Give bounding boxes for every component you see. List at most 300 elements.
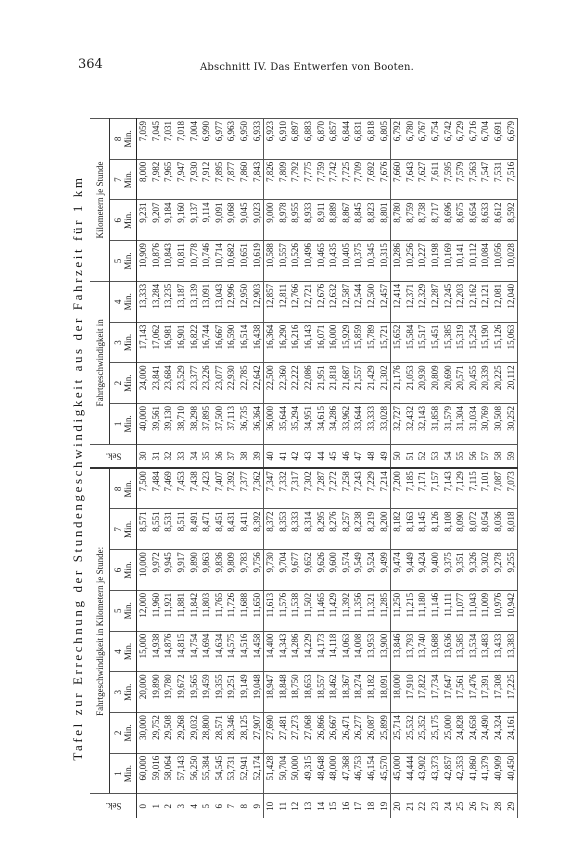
speed-cell: 33,962 [340,404,353,445]
minute-header: 5 Min. [110,241,137,282]
seconds-cell: 26 [466,794,479,818]
speed-cell: 9,326 [466,550,479,591]
speed-cell: 10,315 [377,241,390,282]
speed-cell: 9,945 [162,550,175,591]
speed-cell: 20,339 [479,363,492,404]
speed-cell: 9,626 [314,550,327,591]
speed-cell: 7,143 [441,468,454,509]
speed-cell: 12,203 [454,281,467,322]
speed-cell: 31,304 [454,404,467,445]
speed-cell: 9,890 [187,550,200,591]
speed-cell: 6,754 [429,119,442,160]
speed-cell: 12,000 [137,590,150,631]
speed-cell: 11,321 [365,590,378,631]
minute-header: 5 Min. [110,590,137,631]
speed-cell: 12,371 [403,281,416,322]
speed-cell: 20,809 [429,363,442,404]
speed-cell: 13,688 [429,631,442,672]
speed-cell: 8,633 [479,200,492,241]
table-row [263,119,276,819]
speed-cell: 9,302 [479,550,492,591]
speed-cell: 17,143 [137,322,150,363]
speed-cell: 16,514 [238,322,251,363]
speed-cell: 44,444 [403,753,416,794]
speed-cell: 14,815 [175,631,188,672]
speed-cell: 29,268 [175,713,188,754]
speed-cell: 24,658 [466,713,479,754]
speed-cell: 9,375 [441,550,454,591]
speed-cell: 14,286 [289,631,302,672]
speed-cell: 9,023 [250,200,263,241]
speed-cell: 10,811 [175,241,188,282]
speed-cell: 8,471 [200,509,213,550]
speed-cell: 10,526 [289,241,302,282]
speed-cell: 29,032 [187,713,200,754]
speed-cell: 35,294 [289,404,302,445]
speed-cell: 13,483 [479,631,492,672]
speed-cell: 14,008 [352,631,365,672]
speed-cell: 24,000 [137,363,150,404]
speed-cell: 18,182 [365,672,378,713]
speed-cell: 27,068 [302,713,315,754]
speed-cell: 10,496 [302,241,315,282]
seconds-cell: 33 [175,444,188,468]
speed-cell: 55,384 [200,753,213,794]
speed-cell: 18,274 [352,672,365,713]
speed-cell: 17,062 [150,322,163,363]
speed-cell: 17,822 [416,672,429,713]
speed-cell: 37,895 [200,404,213,445]
speed-cell: 6,805 [377,119,390,160]
speed-cell: 20,225 [492,363,505,404]
speed-cell: 26,277 [352,713,365,754]
speed-cell: 7,775 [302,159,315,200]
speed-cell: 22,500 [263,363,276,404]
speed-cell: 12,414 [390,281,403,322]
speed-cell: 12,544 [352,281,365,322]
speed-cell: 7,930 [187,159,200,200]
speed-cell: 7,004 [187,119,200,160]
speed-cell: 13,953 [365,631,378,672]
speed-cell: 12,457 [377,281,390,322]
speed-cell: 16,590 [225,322,238,363]
speed-cell: 20,000 [137,672,150,713]
speed-cell: 18,000 [390,672,403,713]
speed-cell: 10,375 [352,241,365,282]
speed-cell: 7,725 [340,159,353,200]
speed-cell: 13,585 [454,631,467,672]
speed-cell: 17,647 [441,672,454,713]
speed-cell: 9,255 [504,550,517,591]
speed-cell: 8,911 [314,200,327,241]
speed-cell: 12,632 [327,281,340,322]
speed-cell: 10,286 [390,241,403,282]
speed-cell: 7,742 [327,159,340,200]
speed-cell: 7,947 [175,159,188,200]
speed-cell: 26,667 [327,713,340,754]
speed-cell: 25,175 [429,713,442,754]
speed-cell: 28,125 [238,713,251,754]
speed-cell: 8,295 [314,509,327,550]
seconds-cell: 56 [466,444,479,468]
speed-cell: 24,490 [479,713,492,754]
speed-cell: 8,696 [441,200,454,241]
speed-cell: 8,257 [340,509,353,550]
seconds-cell: 53 [429,444,442,468]
speed-cell: 32,432 [403,404,416,445]
speed-cell: 7,611 [429,159,442,200]
speed-cell: 26,087 [365,713,378,754]
speed-cell: 9,677 [289,550,302,591]
seconds-cell: 37 [225,444,238,468]
minute-header-row [110,119,137,819]
table-row [302,119,315,819]
table-row [187,119,200,819]
seconds-cell: 2 [162,794,175,818]
speed-cell: 11,043 [466,590,479,631]
speed-cell: 13,846 [390,631,403,672]
speed-cell: 7,912 [200,159,213,200]
speed-cell: 8,867 [340,200,353,241]
speed-cell: 8,036 [492,509,505,550]
speed-cell: 6,742 [441,119,454,160]
table-row [454,119,467,819]
speed-cell: 12,287 [429,281,442,322]
table-row [137,119,150,819]
speed-cell: 23,529 [175,363,188,404]
seconds-cell: 12 [289,794,302,818]
speed-cell: 7,317 [289,468,302,509]
speed-cell: 13,235 [162,281,175,322]
speed-cell: 21,687 [340,363,353,404]
speed-cell: 21,818 [327,363,340,404]
speed-cell: 7,692 [365,159,378,200]
speed-cell: 8,675 [454,200,467,241]
speed-cell: 6,704 [479,119,492,160]
speed-cell: 20,930 [416,363,429,404]
speed-cell: 7,200 [390,468,403,509]
table-row [377,119,390,819]
table-row [403,119,416,819]
speed-cell: 9,137 [187,200,200,241]
speed-cell: 11,429 [327,590,340,631]
speed-cell: 10,909 [137,241,150,282]
speed-cell: 7,129 [454,468,467,509]
table-row [327,119,340,819]
seconds-cell: 59 [504,444,517,468]
speed-cell: 7,171 [416,468,429,509]
seconds-cell: 23 [429,794,442,818]
speed-cell: 8,000 [137,159,150,200]
speed-cell: 6,963 [225,119,238,160]
speed-cell: 22,222 [289,363,302,404]
speed-cell: 14,173 [314,631,327,672]
speed-cell: 7,982 [150,159,163,200]
speed-cell: 9,351 [454,550,467,591]
speed-cell: 9,400 [429,550,442,591]
speed-cell: 7,965 [162,159,175,200]
speed-cell: 6,883 [302,119,315,160]
speed-cell: 7,018 [175,119,188,160]
speed-cell: 8,531 [162,509,175,550]
speed-cell: 10,619 [250,241,263,282]
speed-cell: 54,545 [213,753,226,794]
speed-cell: 8,126 [429,509,442,550]
speed-cell: 27,907 [250,713,263,754]
speed-cell: 12,811 [277,281,290,322]
speed-cell: 12,162 [466,281,479,322]
speed-cell: 8,333 [289,509,302,550]
table-row [314,119,327,819]
table-row [289,119,302,819]
speed-cell: 7,843 [250,159,263,200]
speed-cell: 8,551 [150,509,163,550]
speed-cell: 9,045 [238,200,251,241]
speed-cell: 10,435 [327,241,340,282]
speed-cell: 19,672 [175,672,188,713]
speed-cell: 8,654 [466,200,479,241]
minute-header: 7 Min. [110,159,137,200]
speed-cell: 14,876 [162,631,175,672]
speed-cell: 18,848 [277,672,290,713]
speed-cell: 15,517 [416,322,429,363]
speed-cell: 48,648 [314,753,327,794]
seconds-cell: 47 [352,444,365,468]
speed-cell: 7,809 [277,159,290,200]
speed-cell: 20,690 [441,363,454,404]
speed-cell: 40,450 [504,753,517,794]
speed-cell: 7,059 [137,119,150,160]
speed-cell: 42,353 [454,753,467,794]
speed-cell: 34,951 [302,404,315,445]
speed-cell: 59,016 [150,753,163,794]
speed-cell: 16,822 [187,322,200,363]
speed-cell: 8,219 [365,509,378,550]
speed-cell: 9,449 [403,550,416,591]
table-row [352,119,365,819]
speed-cell: 11,215 [403,590,416,631]
speed-cell: 30,252 [504,404,517,445]
table-title: Tafel zur Errechnung der Stundengeschwindigkeit aus der Fahrzeit für 1 km [70,175,85,761]
speed-cell: 20,455 [466,363,479,404]
speed-cell: 38,710 [175,404,188,445]
speed-cell: 14,938 [150,631,163,672]
seconds-cell: 21 [403,794,416,818]
speed-cell: 27,273 [289,713,302,754]
speed-cell: 12,587 [340,281,353,322]
speed-cell: 6,792 [390,119,403,160]
speed-cell: 18,653 [302,672,315,713]
speed-cell: 21,951 [314,363,327,404]
speed-cell: 19,565 [187,672,200,713]
speed-cell: 10,682 [225,241,238,282]
seconds-cell: 58 [492,444,505,468]
minute-header: 6 Min. [110,550,137,591]
speed-cell: 7,287 [314,468,327,509]
speed-cell: 12,996 [225,281,238,322]
seconds-cell: 17 [352,794,365,818]
speed-cell: 31,858 [429,404,442,445]
speed-cell: 16,438 [250,322,263,363]
speed-cell: 7,332 [277,468,290,509]
speed-cell: 7,676 [377,159,390,200]
speed-cell: 39,130 [162,404,175,445]
speed-cell: 25,899 [377,713,390,754]
table-row [441,119,454,819]
speed-cell: 33,028 [377,404,390,445]
minute-header: 6 Min. [110,200,137,241]
speed-cell: 58,064 [162,753,175,794]
speed-cell: 6,831 [352,119,365,160]
seconds-cell: 29 [504,794,517,818]
speed-cell: 50,000 [289,753,302,794]
seconds-cell: 45 [327,444,340,468]
speed-cell: 8,276 [327,509,340,550]
speed-cell: 42,857 [441,753,454,794]
speed-cell: 17,561 [454,672,467,713]
speed-cell: 43,373 [429,753,442,794]
speed-cell: 46,154 [365,753,378,794]
speed-cell: 7,627 [416,159,429,200]
speed-cell: 17,308 [492,672,505,713]
seconds-cell: 54 [441,444,454,468]
speed-cell: 11,842 [187,590,200,631]
speed-cell: 21,557 [352,363,365,404]
table-row [504,119,517,819]
speed-cell: 7,185 [403,468,416,509]
speed-cell: 45,000 [390,753,403,794]
speed-cell: 26,471 [340,713,353,754]
speed-cell: 27,481 [277,713,290,754]
speed-cell: 11,726 [225,590,238,631]
speed-cell: 14,458 [250,631,263,672]
speed-cell: 9,652 [302,550,315,591]
speed-cell: 8,889 [327,200,340,241]
speed-cell: 9,836 [213,550,226,591]
speed-cell: 10,557 [277,241,290,282]
speed-cell: 14,063 [340,631,353,672]
speed-cell: 11,392 [340,590,353,631]
seconds-cell: 44 [314,444,327,468]
speed-cell: 16,364 [263,322,276,363]
speed-cell: 8,933 [302,200,315,241]
speed-cell: 19,355 [213,672,226,713]
seconds-cell: 51 [403,444,416,468]
speed-cell: 8,163 [403,509,416,550]
speed-cell: 7,362 [250,468,263,509]
speed-cell: 8,090 [454,509,467,550]
speed-cell: 10,778 [187,241,200,282]
table-row [213,119,226,819]
speed-cell: 9,972 [150,550,163,591]
speed-cell: 15,063 [504,322,517,363]
speed-cell: 9,524 [365,550,378,591]
speed-cell: 6,729 [454,119,467,160]
speed-cell: 10,169 [441,241,454,282]
speed-cell: 7,302 [302,468,315,509]
speed-cell: 10,876 [150,241,163,282]
speed-cell: 38,298 [187,404,200,445]
speed-cell: 8,451 [213,509,226,550]
speed-cell: 8,955 [289,200,302,241]
speed-cell: 16,143 [302,322,315,363]
speed-cell: 7,229 [365,468,378,509]
speed-cell: 11,881 [175,590,188,631]
speed-cell: 7,377 [238,468,251,509]
speed-cell: 31,034 [466,404,479,445]
speed-cell: 28,800 [200,713,213,754]
seconds-cell: 27 [479,794,492,818]
seconds-cell: 3 [175,794,188,818]
speed-cell: 7,115 [466,468,479,509]
speed-cell: 9,000 [263,200,276,241]
minute-header: 3 Min. [110,322,137,363]
speed-cell: 21,176 [390,363,403,404]
speed-cell: 11,111 [441,590,454,631]
speed-cell: 10,112 [466,241,479,282]
table-row [416,119,429,819]
speed-cell: 16,216 [289,322,302,363]
speed-cell: 30,000 [137,713,150,754]
seconds-cell: 6 [213,794,226,818]
speed-cell: 18,091 [377,672,390,713]
table-row [250,119,263,819]
speed-cell: 9,756 [250,550,263,591]
speed-cell: 7,484 [150,468,163,509]
speed-cell: 13,636 [441,631,454,672]
speed-cell: 11,688 [238,590,251,631]
seconds-cell: 25 [454,794,467,818]
speed-cell: 35,644 [277,404,290,445]
seconds-cell: 13 [302,794,315,818]
speed-cell: 8,431 [225,509,238,550]
speed-cell: 21,302 [377,363,390,404]
speed-cell: 16,981 [162,322,175,363]
speed-cell: 7,759 [314,159,327,200]
speed-cell: 9,730 [263,550,276,591]
speed-cell: 7,073 [504,468,517,509]
table-row [492,119,505,819]
speed-cell: 12,121 [479,281,492,322]
seconds-cell: 48 [365,444,378,468]
seconds-cell: 50 [390,444,403,468]
speed-cell: 14,118 [327,631,340,672]
speed-cell: 8,145 [416,509,429,550]
speed-cell: 6,679 [504,119,517,160]
speed-cell: 30,508 [492,404,505,445]
speed-cell: 29,752 [150,713,163,754]
seconds-cell: 15 [327,794,340,818]
speed-cell: 24,828 [454,713,467,754]
speed-cell: 27,690 [263,713,276,754]
speed-cell: 51,428 [263,753,276,794]
speed-cell: 9,499 [377,550,390,591]
speed-cell: 10,256 [403,241,416,282]
speed-cell: 8,571 [137,509,150,550]
speed-cell: 7,347 [263,468,276,509]
speed-cell: 19,459 [200,672,213,713]
seconds-cell: 9 [250,794,263,818]
speed-cell: 6,870 [314,119,327,160]
speed-cell: 13,534 [466,631,479,672]
speed-cell: 23,077 [213,363,226,404]
speed-cell: 7,101 [479,468,492,509]
speed-cell: 19,048 [250,672,263,713]
speed-cell: 32,143 [416,404,429,445]
speed-cell: 16,000 [327,322,340,363]
speed-cell: 19,149 [238,672,251,713]
speed-cell: 7,895 [213,159,226,200]
